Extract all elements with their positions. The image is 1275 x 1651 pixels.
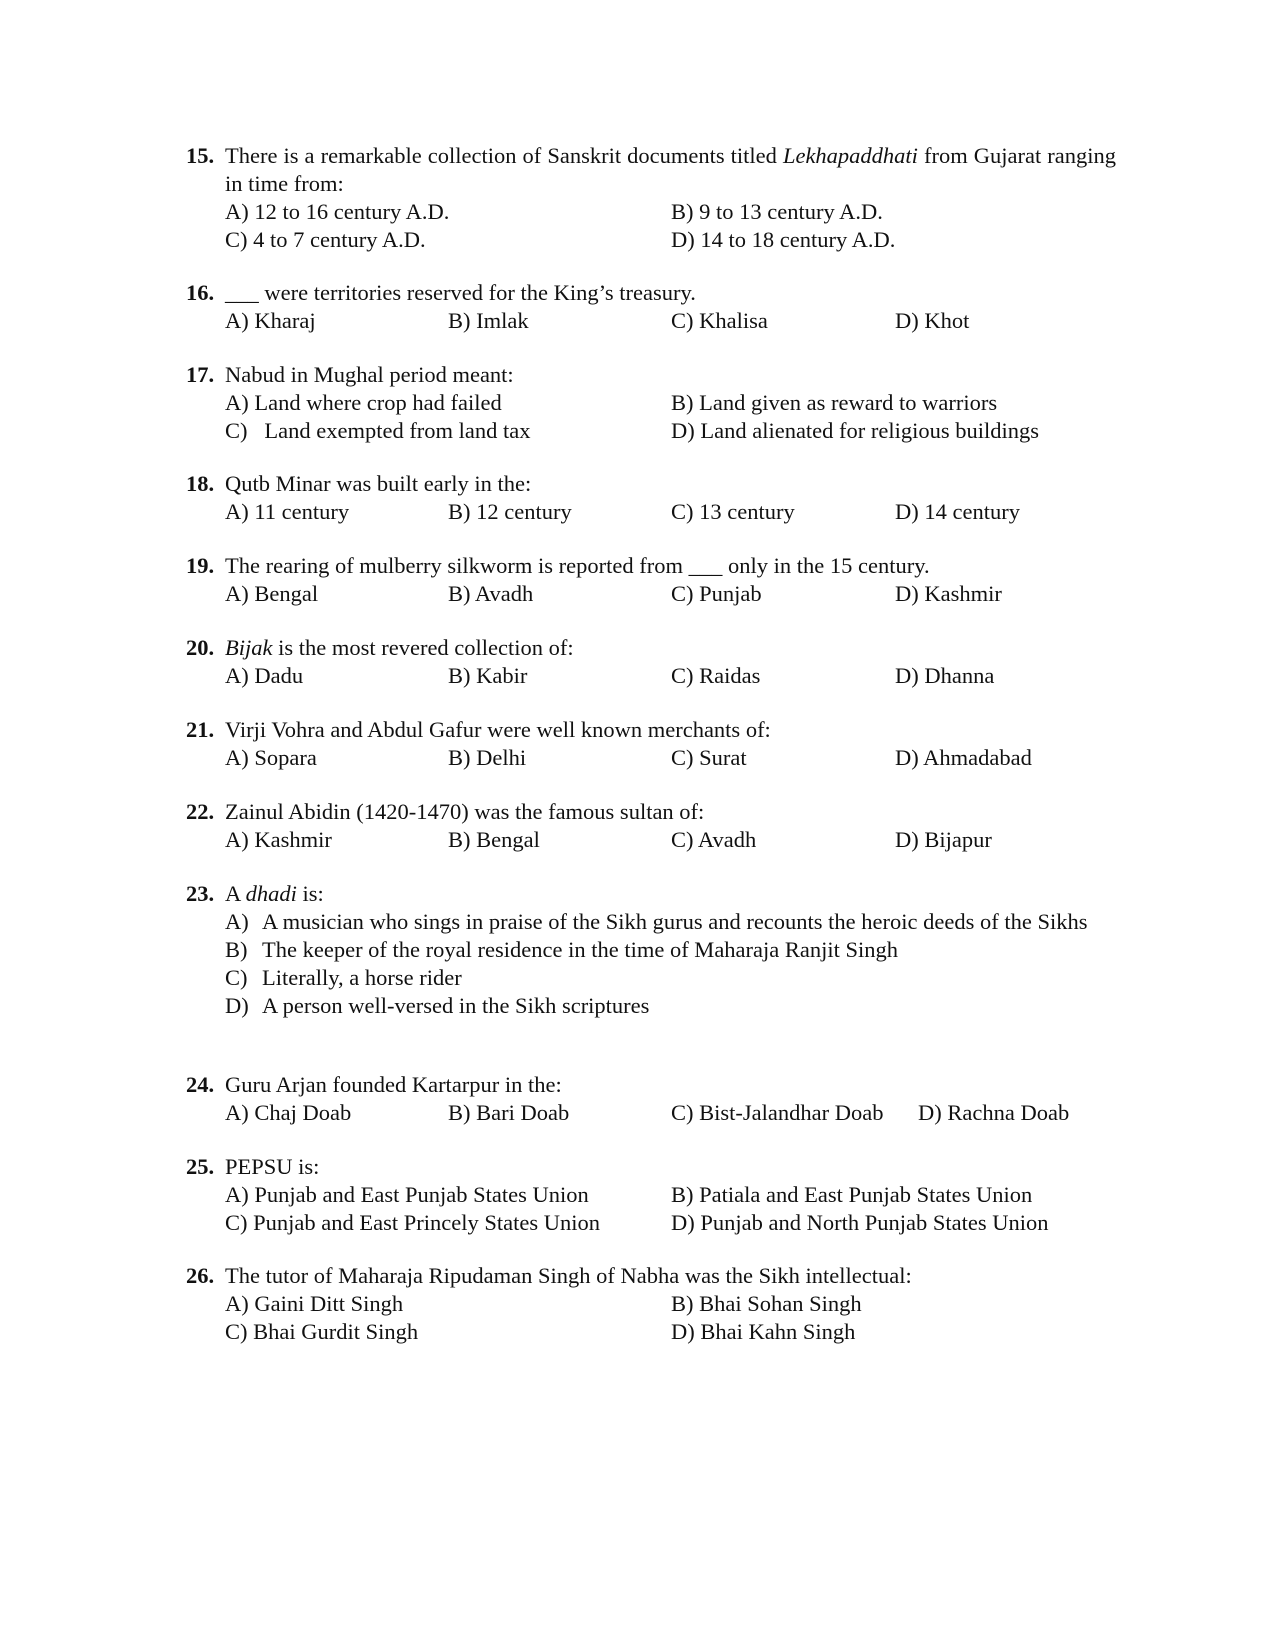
option-letter: D) bbox=[225, 993, 249, 1018]
option-d: D) Bhai Kahn Singh bbox=[671, 1319, 856, 1344]
option-c: C) Avadh bbox=[671, 827, 757, 852]
option-d: D) 14 to 18 century A.D. bbox=[671, 227, 896, 252]
option-d: D) Khot bbox=[895, 308, 970, 333]
option-a: A) Kharaj bbox=[225, 308, 316, 333]
question-stem: 20. Bijak is the most revered collection of: bbox=[186, 635, 574, 660]
option-b: B) Avadh bbox=[448, 581, 534, 606]
option-b: B) Kabir bbox=[448, 663, 528, 688]
question-number: 25. bbox=[186, 1154, 215, 1179]
option-a: A) 11 century bbox=[225, 499, 350, 524]
option-a bbox=[225, 908, 1116, 936]
question-stem: 23. A dhadi is: bbox=[186, 881, 324, 906]
option-c: C) Land exempted from land tax bbox=[225, 418, 531, 443]
option-b bbox=[225, 936, 1116, 964]
option-list bbox=[225, 908, 1116, 1020]
option-text: Literally, a horse rider bbox=[262, 965, 462, 990]
question-stem: 22. Zainul Abidin (1420-1470) was the famous sultan of: bbox=[186, 799, 705, 824]
question-number: 26. bbox=[186, 1263, 215, 1288]
question-number: 15. bbox=[186, 143, 215, 168]
option-b: B) Bengal bbox=[448, 827, 540, 852]
option-text: A musician who sings in praise of the Sikh gurus and recounts the heroic deeds of the Sikhs bbox=[262, 909, 1088, 934]
question-15 bbox=[186, 142, 1116, 254]
option-a: A) Dadu bbox=[225, 663, 304, 688]
question-25 bbox=[186, 1153, 1116, 1237]
option-c: C) 13 century bbox=[671, 499, 795, 524]
option-c: C) Khalisa bbox=[671, 308, 768, 333]
question-number: 16. bbox=[186, 280, 215, 305]
question-17 bbox=[186, 361, 1116, 445]
question-stem: 17. Nabud in Mughal period meant: bbox=[186, 362, 514, 387]
option-c: C) Bhai Gurdit Singh bbox=[225, 1319, 419, 1344]
question-20 bbox=[186, 634, 1116, 690]
option-c: C) Punjab and East Princely States Union bbox=[225, 1210, 600, 1235]
option-d: D) Punjab and North Punjab States Union bbox=[671, 1210, 1049, 1235]
option-a: A) 12 to 16 century A.D. bbox=[225, 199, 450, 224]
question-16 bbox=[186, 279, 1116, 335]
question-number: 20. bbox=[186, 635, 215, 660]
option-d: D) Rachna Doab bbox=[918, 1100, 1070, 1125]
option-b: B) Bhai Sohan Singh bbox=[671, 1291, 862, 1316]
option-c bbox=[225, 964, 1116, 992]
option-a: A) Land where crop had failed bbox=[225, 390, 502, 415]
option-letter: B) bbox=[225, 937, 248, 962]
option-b: B) Patiala and East Punjab States Union bbox=[671, 1182, 1033, 1207]
option-letter: C) bbox=[225, 965, 248, 990]
option-d: D) Ahmadabad bbox=[895, 745, 1032, 770]
question-22 bbox=[186, 798, 1116, 854]
option-a: A) Bengal bbox=[225, 581, 319, 606]
option-a: A) Chaj Doab bbox=[225, 1100, 352, 1125]
option-a: A) Sopara bbox=[225, 745, 317, 770]
option-b: B) Bari Doab bbox=[448, 1100, 570, 1125]
question-stem: 25. PEPSU is: bbox=[186, 1154, 320, 1179]
question-stem: 15. There is a remarkable collection of Sanskrit documents titled Lekhapaddhati from Gujarat ranging in time from: bbox=[186, 143, 1116, 196]
question-number: 24. bbox=[186, 1072, 215, 1097]
question-number: 21. bbox=[186, 717, 215, 742]
question-stem: 16. ___ were territories reserved for the King’s treasury. bbox=[186, 280, 696, 305]
question-19 bbox=[186, 552, 1116, 608]
question-number: 22. bbox=[186, 799, 215, 824]
question-26 bbox=[186, 1262, 1116, 1346]
option-text: A person well-versed in the Sikh scriptures bbox=[262, 993, 650, 1018]
question-21 bbox=[186, 716, 1116, 772]
question-stem: 24. Guru Arjan founded Kartarpur in the: bbox=[186, 1072, 562, 1097]
option-d: D) Dhanna bbox=[895, 663, 995, 688]
option-c: C) Bist-Jalandhar Doab bbox=[671, 1100, 884, 1125]
option-d: D) Bijapur bbox=[895, 827, 992, 852]
option-c: C) Punjab bbox=[671, 581, 762, 606]
option-a: A) Kashmir bbox=[225, 827, 332, 852]
option-d: D) Kashmir bbox=[895, 581, 1002, 606]
option-c: C) Raidas bbox=[671, 663, 761, 688]
option-b: B) Imlak bbox=[448, 308, 529, 333]
question-24 bbox=[186, 1071, 1116, 1127]
italic-term: Lekhapaddhati bbox=[782, 143, 918, 168]
option-d: D) 14 century bbox=[895, 499, 1020, 524]
question-23 bbox=[186, 880, 1116, 1020]
question-number: 23. bbox=[186, 881, 215, 906]
option-c: C) 4 to 7 century A.D. bbox=[225, 227, 426, 252]
option-b: B) Delhi bbox=[448, 745, 527, 770]
italic-term: dhadi bbox=[245, 881, 297, 906]
option-a: A) Punjab and East Punjab States Union bbox=[225, 1182, 589, 1207]
option-d bbox=[225, 992, 1116, 1020]
option-letter: A) bbox=[225, 909, 249, 934]
option-b: B) Land given as reward to warriors bbox=[671, 390, 998, 415]
question-number: 17. bbox=[186, 362, 215, 387]
option-text: The keeper of the royal residence in the time of Maharaja Ranjit Singh bbox=[262, 937, 899, 962]
question-stem: 19. The rearing of mulberry silkworm is reported from ___ only in the 15 century. bbox=[186, 553, 930, 578]
option-a: A) Gaini Ditt Singh bbox=[225, 1291, 404, 1316]
option-d: D) Land alienated for religious buildings bbox=[671, 418, 1040, 443]
option-b: B) 12 century bbox=[448, 499, 572, 524]
question-18 bbox=[186, 470, 1116, 526]
question-number: 19. bbox=[186, 553, 215, 578]
question-stem: 26. The tutor of Maharaja Ripudaman Singh of Nabha was the Sikh intellectual: bbox=[186, 1263, 912, 1288]
option-b: B) 9 to 13 century A.D. bbox=[671, 199, 883, 224]
question-number: 18. bbox=[186, 471, 215, 496]
question-stem: 18. Qutb Minar was built early in the: bbox=[186, 471, 532, 496]
question-stem: 21. Virji Vohra and Abdul Gafur were well known merchants of: bbox=[186, 717, 771, 742]
option-c: C) Surat bbox=[671, 745, 747, 770]
italic-term: Bijak bbox=[225, 635, 273, 660]
